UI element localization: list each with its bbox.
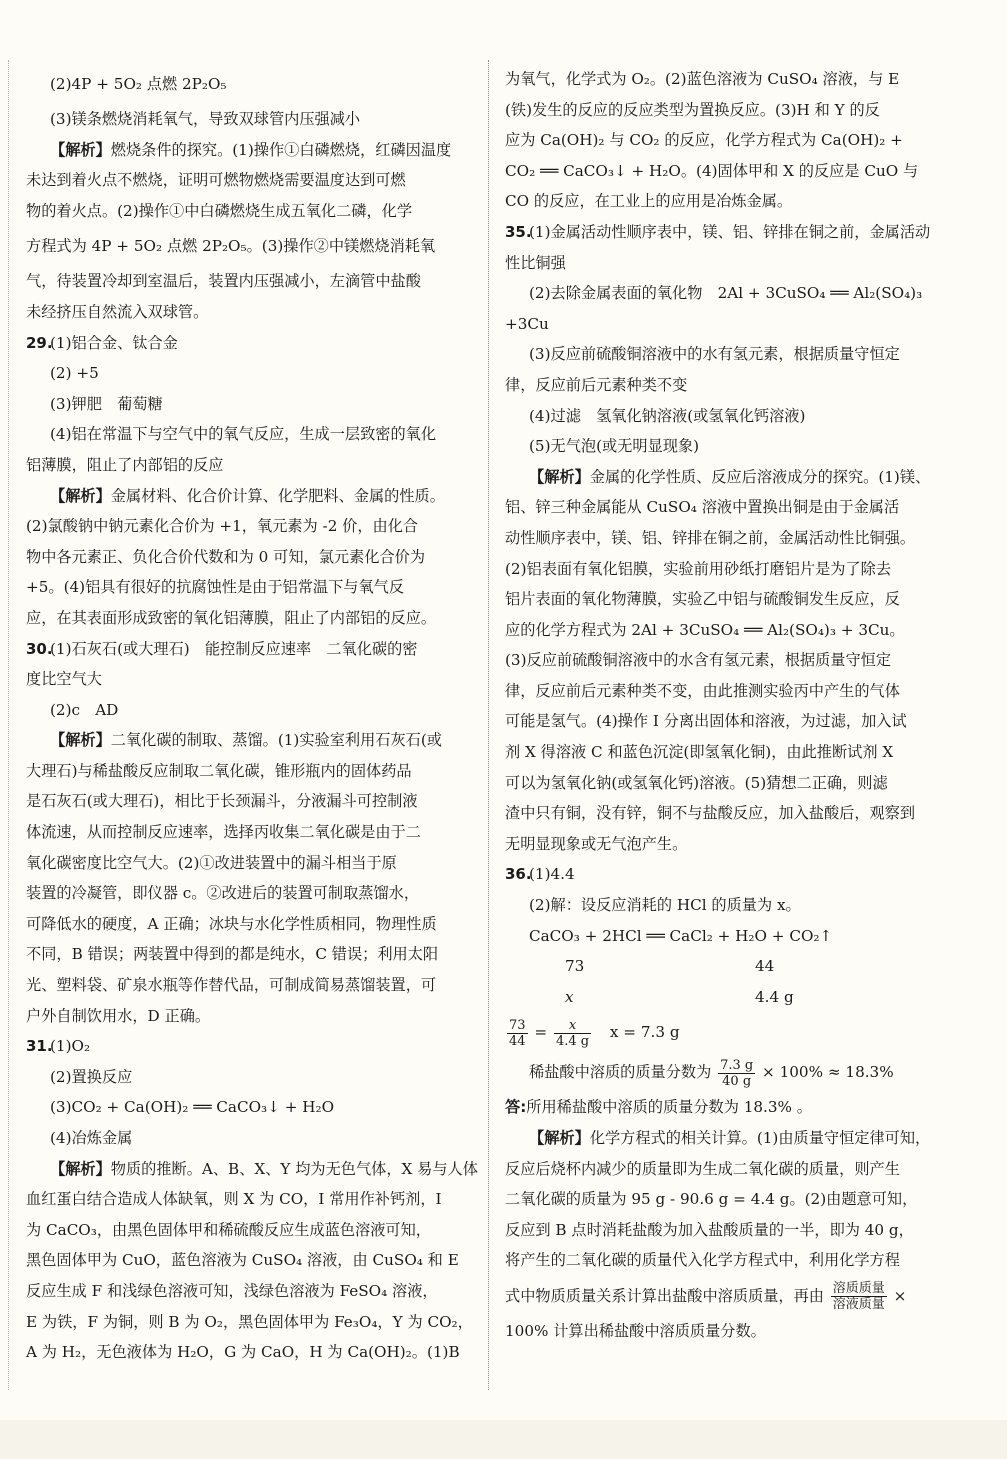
text-line: 可降低水的硬度，A 正确；冰块与水化学性质相同，物理性质 (26, 914, 437, 933)
answer-tag: 答: (505, 1098, 527, 1117)
analysis-line (26, 1154, 478, 1185)
text-line: CO 的反应，在工业上的应用是冶炼金属。 (505, 192, 793, 211)
mass-fraction (718, 1058, 755, 1089)
analysis-text: 金属的化学性质、反应后溶液成分的探究。(1)镁、 (589, 467, 931, 486)
analysis-text: 金属材料、化合价计算、化学肥料、金属的性质。 (110, 486, 445, 505)
answer-text: (1)石灰石(或大理石) 能控制反应速率 二氧化碳的密 (50, 639, 418, 658)
analysis-tag: 【解析】 (50, 731, 111, 750)
answer-line: (2)解：设反应消耗的 HCl 的质量为 x。 (529, 896, 801, 915)
text-line: 为 CaCO₃，由黑色固体甲和稀硫酸反应生成蓝色溶液可知， (26, 1220, 431, 1239)
text-line: E 为铁，F 为铜，则 B 为 O₂，黑色固体甲为 Fe₃O₄，Y 为 CO₂， (26, 1312, 473, 1331)
answer-line: (3)CO₂ + Ca(OH)₂ ══ CaCO₃↓ + H₂O (50, 1098, 335, 1117)
analysis-line (26, 725, 474, 756)
answer-line: (4)冶炼金属 (50, 1129, 133, 1147)
question-number: 35. (505, 222, 532, 241)
analysis-tag: 【解析】 (50, 486, 111, 505)
text-line: 未经挤压自然流入双球管。 (26, 302, 209, 321)
answer-line: (5)无气泡(或无明显现象) (529, 437, 700, 456)
analysis-line (26, 135, 474, 166)
text-line: 方程式为 4P + 5O₂ 点燃 2P₂O₅。(3)操作②中镁燃烧消耗氧 (26, 237, 436, 256)
fraction-denominator: 溶液质量 (832, 1297, 885, 1313)
analysis-text: 化学方程式的相关计算。(1)由质量守恒定律可知， (589, 1129, 931, 1147)
mass-fraction-label: 稀盐酸中溶质的质量分数为 (529, 1063, 712, 1082)
chem-equation: CaCO₃ + 2HCl ══ CaCl₂ + H₂O + CO₂↑ (529, 926, 833, 945)
question-number: 36. (505, 865, 532, 884)
right-tail-text (505, 1123, 945, 1276)
fraction-numerator: 7.3 g (720, 1057, 754, 1073)
answer-text: (1)铝合金、钛合金 (50, 333, 178, 352)
analysis-text: 燃烧条件的探究。(1)操作①白磷燃烧，红磷因温度 (110, 140, 452, 159)
text-line: 可能是氢气。(4)操作 I 分离出固体和溶液，为过滤，加入试 (505, 712, 907, 731)
question-answer-line (505, 859, 945, 890)
answer-line: (3)钾肥 葡萄糖 (50, 394, 163, 413)
question-answer-line (26, 634, 474, 665)
question-answer-line (26, 328, 474, 359)
ratio-result: x = 7.3 g (609, 1023, 680, 1042)
analysis-tag: 【解析】 (50, 140, 111, 159)
analysis-line (505, 1123, 945, 1154)
fraction-numerator: 73 (509, 1017, 526, 1033)
text-line: 血红蛋白结合造成人体缺氧，则 X 为 CO，I 常用作补钙剂，I (26, 1190, 442, 1209)
answer-line: (2)4P + 5O₂ 点燃 2P₂O₅ (50, 75, 227, 93)
equals-sign: = (534, 1023, 548, 1042)
text-line: 户外自制饮用水，D 正确。 (26, 1006, 211, 1025)
answer-text: (1)金属活动性顺序表中，镁、铝、锌排在铜之前，金属活动 (529, 222, 931, 241)
answer-line: (3)反应前硫酸铜溶液中的水有氢元素，根据质量守恒定 (529, 345, 900, 364)
proportion-line (505, 1012, 945, 1052)
fraction-numerator: x (554, 1018, 591, 1034)
text-line: 应的化学方程式为 2Al + 3CuSO₄ ══ Al₂(SO₄)₃ + 3Cu。 (505, 620, 905, 639)
margin-rule (8, 60, 9, 1390)
text-line: (3)反应前硫酸铜溶液中的水含有氢元素，根据质量守恒定 (505, 651, 892, 670)
answer-line: (2)置换反应 (50, 1067, 133, 1086)
text-line: 反应后烧杯内减少的质量即为生成二氧化碳的质量，则产生 (505, 1159, 900, 1178)
ratio-fraction (554, 1018, 591, 1049)
text-line: 铝薄膜，阻止了内部铝的反应 (26, 455, 224, 474)
text-line: A 为 H₂，无色液体为 H₂O，G 为 CaO，H 为 Ca(OH)₂。(1)B (26, 1343, 460, 1362)
text-line: +3Cu (505, 314, 549, 333)
text-line: 剂 X 得溶液 C 和蓝色沉淀(即氢氧化铜)，由此推断试剂 X (505, 743, 894, 762)
analysis-text: 二氧化碳的制取、蒸馏。(1)实验室利用石灰石(或 (110, 731, 442, 750)
text-line: (2)氯酸钠中钠元素化合价为 +1，氧元素为 -2 价，由化合 (26, 517, 419, 536)
answer-text: 所用稀盐酸中溶质的质量分数为 18.3% 。 (526, 1098, 812, 1117)
final-text: 式中物质质量关系计算出盐酸中溶质质量，再由 (505, 1286, 824, 1305)
text-line: 物中各元素正、负化合价代数和为 0 可知，氯元素化合价为 (26, 547, 426, 566)
text-line: 动性顺序表中，镁、铝、锌排在铜之前，金属活动性比铜强。 (505, 528, 916, 547)
text-line: 不同，B 错误；两装置中得到的都是纯水，C 错误；利用太阳 (26, 945, 439, 964)
left-column (26, 64, 478, 1368)
calc-value: x (565, 987, 574, 1006)
text-line: 度比空气大 (26, 670, 102, 689)
text-line: 铝片表面的氧化物薄膜，实验乙中铝与硫酸铜发生反应，反 (505, 590, 900, 609)
right-column (505, 64, 945, 1347)
text-line: 是石灰石(或大理石)，相比于长颈漏斗，分液漏斗可控制液 (26, 792, 418, 811)
text-line: 律，反应前后元素种类不变，由此推测实验丙中产生的气体 (505, 681, 900, 700)
question-number: 31. (26, 1037, 53, 1056)
text-line: 无明显现象或无气泡产生。 (505, 834, 688, 853)
text-line: +5。(4)铝具有很好的抗腐蚀性是由于铝常温下与氧气反 (26, 578, 405, 597)
analysis-line (26, 481, 474, 512)
text-line: 律，反应前后元素种类不变 (505, 375, 688, 394)
mass-unknown-row (505, 982, 945, 1013)
analysis-tag: 【解析】 (529, 467, 590, 486)
fraction-denominator: 44 (509, 1033, 526, 1049)
text-line: 应，在其表面形成致密的氧化铝薄膜，阻止了内部铝的反应。 (26, 608, 437, 627)
right-column-text (505, 64, 945, 921)
answer-text: (1)O₂ (50, 1037, 91, 1056)
text-line: 为氧气，化学式为 O₂。(2)蓝色溶液为 CuSO₄ 溶液，与 E (505, 70, 900, 88)
text-line: 渣中只有铜，没有锌，铜不与盐酸反应，加入盐酸后，观察到 (505, 804, 916, 823)
final-line: 100% 计算出稀盐酸中溶质质量分数。 (505, 1321, 766, 1340)
question-answer-line (26, 1031, 474, 1062)
text-line: 光、塑料袋、矿泉水瓶等作替代品，可制成简易蒸馏装置，可 (26, 976, 437, 995)
ratio-fraction (507, 1018, 528, 1049)
text-line: 反应到 B 点时消耗盐酸为加入盐酸质量的一半，即为 40 g， (505, 1220, 914, 1239)
times-sign: × (893, 1286, 907, 1305)
text-line: 装置的冷凝管，即仪器 c。②改进后的装置可制取蒸馏水， (26, 884, 420, 903)
answer-line: (2)c AD (50, 700, 119, 719)
answer-text: (1)4.4 (529, 865, 575, 884)
text-line: 大理石)与稀盐酸反应制取二氧化碳，锥形瓶内的固体药品 (26, 761, 412, 780)
answer-line: (2)去除金属表面的氧化物 2Al + 3CuSO₄ ══ Al₂(SO₄)₃ (529, 284, 923, 303)
page-footer-band (0, 1420, 1007, 1459)
analysis-line (505, 462, 945, 493)
question-number: 30. (26, 639, 53, 658)
column-divider (488, 60, 489, 1390)
text-line: 黑色固体甲为 CuO，蓝色溶液为 CuSO₄ 溶液，由 CuSO₄ 和 E (26, 1251, 459, 1270)
question-number: 29. (26, 333, 53, 352)
text-line: 物的着火点。(2)操作①中白磷燃烧生成五氧化二磷，化学 (26, 201, 413, 220)
fraction-numerator: 溶质质量 (832, 1281, 885, 1297)
text-line: 氧化碳密度比空气大。(2)①改进装置中的漏斗相当于原 (26, 853, 397, 872)
text-line: CO₂ ══ CaCO₃↓ + H₂O。(4)固体甲和 X 的反应是 CuO 与 (505, 161, 919, 180)
calc-value: 73 (565, 957, 585, 976)
fraction-denominator: 40 g (722, 1073, 752, 1089)
answer-line: (4)铝在常温下与空气中的氧气反应，生成一层致密的氧化 (50, 425, 437, 444)
analysis-tag: 【解析】 (50, 1159, 111, 1178)
text-line: 性比铜强 (505, 253, 566, 272)
concentration-fraction (831, 1281, 887, 1312)
text-line: 应为 Ca(OH)₂ 与 CO₂ 的反应，化学方程式为 Ca(OH)₂ + (505, 131, 903, 150)
answer-line: (4)过滤 氢氧化钠溶液(或氢氧化钙溶液) (529, 406, 806, 425)
mass-fraction-result: × 100% ≈ 18.3% (762, 1063, 894, 1082)
text-line: 可以为氢氧化钠(或氢氧化钙)溶液。(5)猜想二正确，则滤 (505, 773, 888, 792)
mass-fraction-line (505, 1052, 945, 1092)
text-line: 未达到着火点不燃烧，证明可燃物燃烧需要温度达到可燃 (26, 171, 406, 190)
answer-line: (3)镁条燃烧消耗氧气，导致双球管内压强减小 (50, 110, 361, 128)
text-line: (铁)发生的反应的反应类型为置换反应。(3)H 和 Y 的反 (505, 100, 880, 119)
text-line: (2)铝表面有氧化铝膜，实验前用砂纸打磨铝片是为了除去 (505, 559, 892, 578)
answer-line (505, 1092, 945, 1123)
final-fraction-line (505, 1276, 945, 1316)
answer-line: (2) +5 (50, 364, 99, 383)
mass-ratio-row (505, 951, 945, 982)
analysis-text: 物质的推断。A、B、X、Y 均为无色气体，X 易与人体 (110, 1159, 478, 1178)
text-line: 气，待装置冷却到室温后，装置内压强减小，左滴管中盐酸 (26, 272, 421, 291)
calc-value: 44 (755, 957, 775, 976)
text-line: 将产生的二氧化碳的质量代入化学方程式中，利用化学方程 (505, 1251, 900, 1270)
calc-value: 4.4 g (755, 987, 794, 1006)
text-line: 反应生成 F 和浅绿色溶液可知，浅绿色溶液为 FeSO₄ 溶液， (26, 1281, 438, 1300)
text-line: 铝、锌三种金属能从 CuSO₄ 溶液中置换出铜是由于金属活 (505, 498, 900, 517)
question-answer-line (505, 217, 945, 248)
analysis-tag: 【解析】 (529, 1129, 590, 1147)
fraction-denominator: 4.4 g (555, 1033, 590, 1049)
text-line: 体流速，从而控制反应速率，选择丙收集二氧化碳是由于二 (26, 823, 421, 842)
text-line: 二氧化碳的质量为 95 g - 90.6 g = 4.4 g。(2)由题意可知， (505, 1190, 918, 1209)
